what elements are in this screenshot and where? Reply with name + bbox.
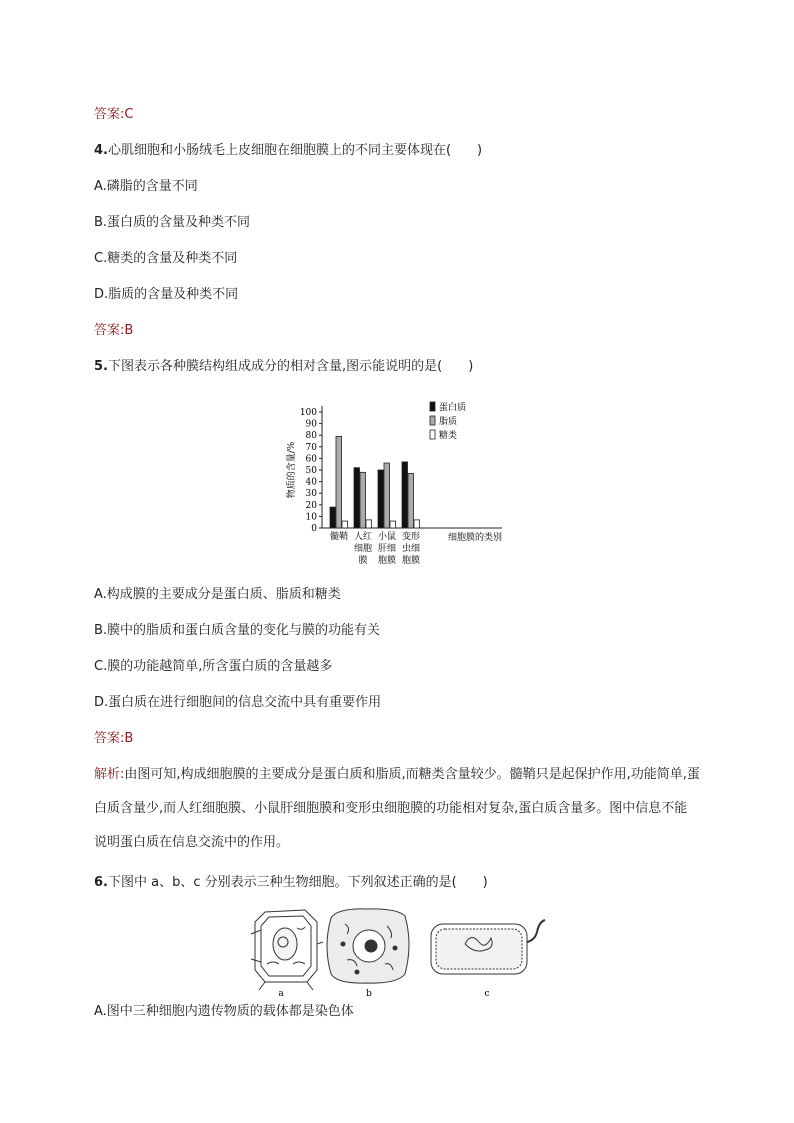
cell-diagrams: [247, 904, 547, 1000]
bar-sugar: [414, 520, 420, 528]
q5-option-c: C.膜的功能越简单,所含蛋白质的含量越多: [94, 659, 333, 674]
q5-stem: 5.下图表示各种膜结构组成成分的相对含量,图示能说明的是( ): [94, 359, 474, 374]
q6-number: 6.: [94, 875, 108, 890]
legend-label: 糖类: [439, 431, 458, 441]
y-tick-label: 30: [305, 489, 317, 500]
q5-number: 5.: [94, 359, 108, 374]
bar-lipid: [360, 472, 366, 528]
membrane-composition-chart: [280, 392, 510, 572]
bar-lipid: [384, 463, 390, 528]
bar-protein: [354, 468, 360, 528]
y-tick-label: 80: [305, 431, 317, 442]
x-category-label: 膜: [358, 556, 368, 566]
legend-swatch: [430, 430, 435, 439]
y-tick-label: 50: [305, 466, 317, 476]
q4-number: 4.: [94, 143, 108, 158]
q5-option-b: B.膜中的脂质和蛋白质含量的变化与膜的功能有关: [94, 623, 381, 638]
bar-sugar: [366, 520, 372, 528]
legend-label: 脂质: [439, 417, 458, 427]
animal-cell-illustration: [327, 909, 409, 983]
y-tick-label: 90: [305, 419, 317, 430]
y-axis-label: 物质的含量/%: [287, 441, 297, 499]
bar-protein: [330, 507, 336, 528]
legend-swatch: [430, 416, 435, 425]
bacterium-illustration: [431, 920, 545, 974]
bar-protein: [378, 470, 384, 528]
x-category-label: 细胞: [353, 544, 373, 554]
x-category-label: 人红: [353, 532, 373, 542]
q4-stem: 4.心肌细胞和小肠绒毛上皮细胞在细胞膜上的不同主要体现在( ): [94, 143, 483, 158]
y-tick-label: 10: [305, 512, 317, 523]
q4-answer: 答案:B: [94, 323, 134, 338]
q5-option-d: D.蛋白质在进行细胞间的信息交流中具有重要作用: [94, 695, 382, 710]
bar-sugar: [342, 521, 348, 528]
label-c: c: [484, 989, 490, 999]
x-category-label: 髓鞘: [329, 532, 349, 542]
bar-lipid: [408, 473, 414, 528]
bar-protein: [402, 462, 408, 528]
bar-lipid: [336, 436, 342, 528]
y-tick-label: 20: [305, 500, 317, 511]
x-category-label: 虫细: [401, 544, 421, 554]
legend-swatch: [430, 402, 435, 411]
q4-option-b: B.蛋白质的含量及种类不同: [94, 215, 251, 230]
label-b: b: [366, 989, 372, 999]
y-tick-label: 100: [299, 408, 317, 418]
legend-label: 蛋白质: [439, 403, 467, 413]
q6-option-a: A.图中三种细胞内遗传物质的载体都是染色体: [94, 1004, 354, 1019]
plant-cell-illustration: [251, 910, 323, 990]
q6-stem: 6.下图中 a、b、c 分别表示三种生物细胞。下列叙述正确的是( ): [94, 875, 488, 890]
y-tick-label: 0: [311, 524, 317, 534]
x-category-label: 胞膜: [377, 556, 397, 566]
q5-answer: 答案:B: [94, 731, 134, 746]
label-a: a: [278, 989, 284, 999]
q4-option-d: D.脂质的含量及种类不同: [94, 287, 239, 302]
q4-option-c: C.糖类的含量及种类不同: [94, 251, 238, 266]
x-category-label: 肝细: [377, 544, 397, 554]
x-category-label: 小鼠: [377, 532, 397, 542]
y-tick-label: 70: [305, 442, 317, 453]
x-category-label: 胞膜: [401, 556, 421, 566]
x-axis-label: 细胞膜的类别: [447, 533, 502, 543]
q5-option-a: A.构成膜的主要成分是蛋白质、脂质和糖类: [94, 587, 341, 602]
y-tick-label: 40: [305, 477, 317, 488]
q4-option-a: A.磷脂的含量不同: [94, 179, 198, 194]
x-category-label: 变形: [401, 532, 421, 542]
bar-sugar: [390, 521, 396, 528]
q5-explanation: 解析:由图可知,构成细胞膜的主要成分是蛋白质和脂质,而糖类含量较少。髓鞘只是起保护作用,功能简单,蛋白质含量少,而人红细胞膜、小鼠肝细胞膜和变形虫细胞膜的功能相对复杂,蛋白质含量多。图中信息不能说明蛋白质在信息交流中的作用。: [94, 767, 700, 850]
y-tick-label: 60: [305, 454, 317, 465]
q3-answer: 答案:C: [94, 107, 134, 122]
